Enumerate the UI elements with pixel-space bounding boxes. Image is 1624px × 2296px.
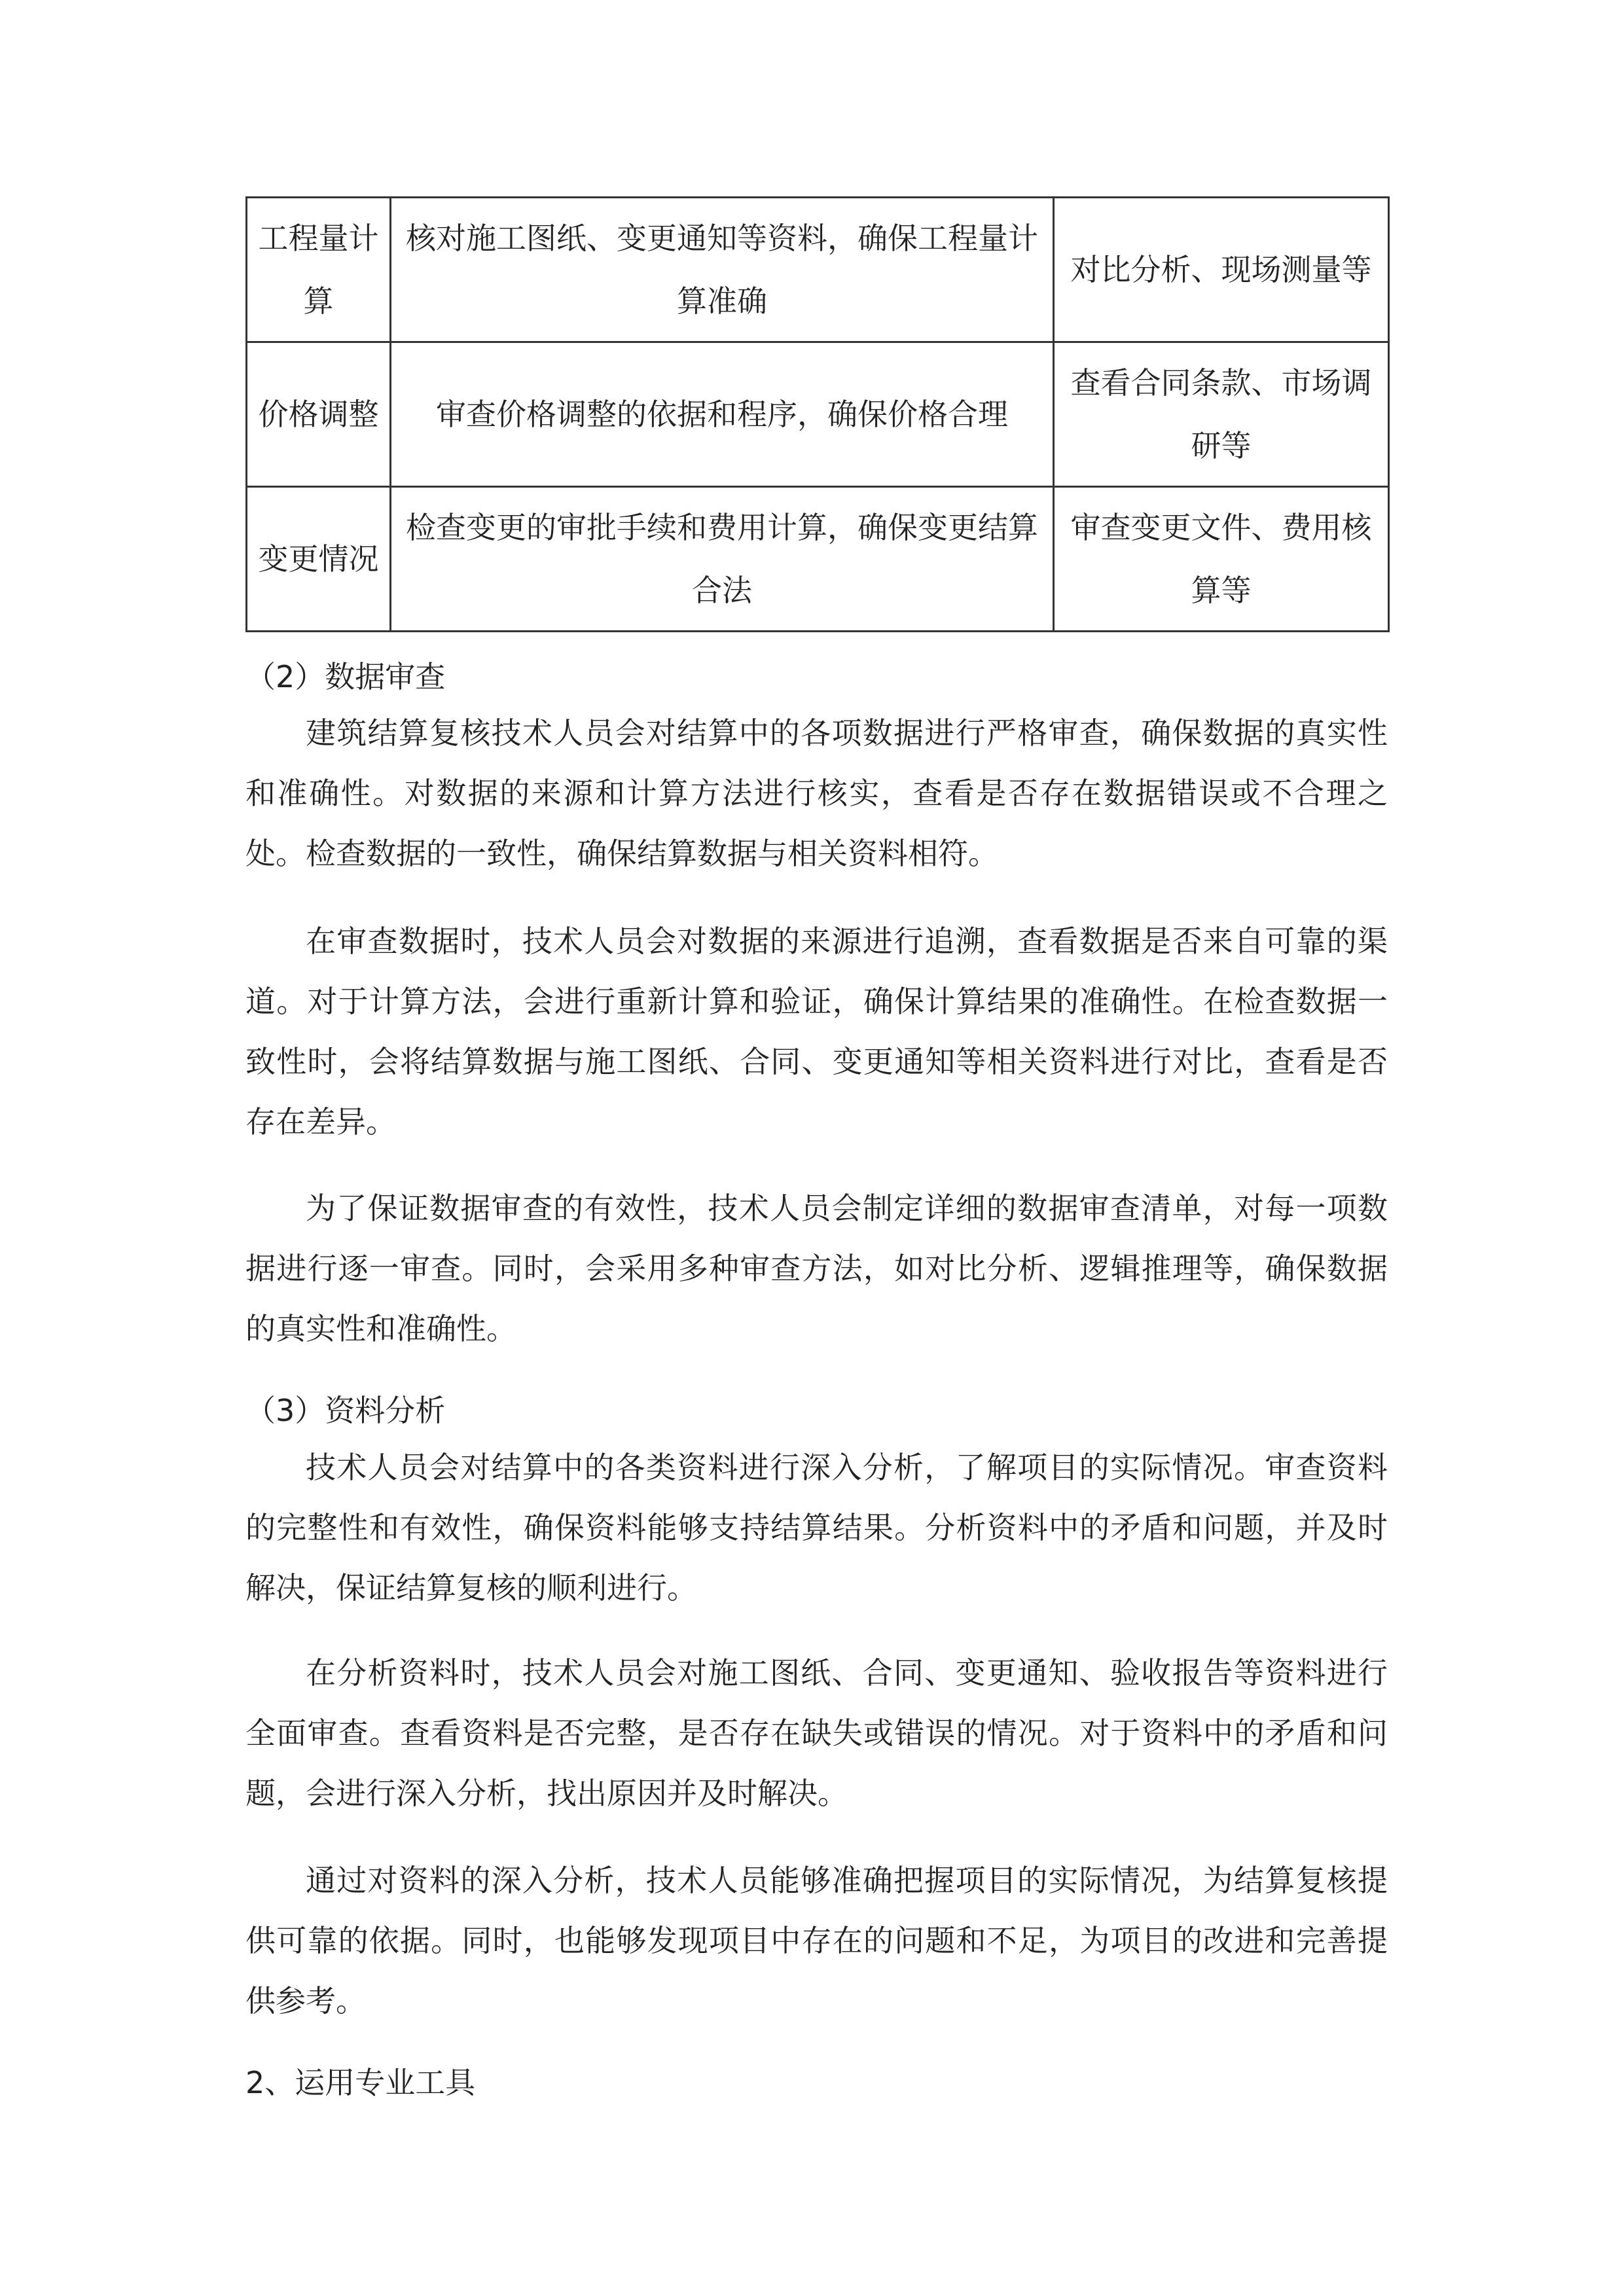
table-cell-method: 对比分析、现场测量等 [1054, 198, 1389, 342]
table-cell-method: 审查变更文件、费用核算等 [1054, 487, 1389, 632]
section-heading-data-review: （2）数据审查 [245, 659, 446, 694]
table-cell-item: 变更情况 [247, 487, 391, 632]
paragraph: 技术人员会对结算中的各类资料进行深入分析，了解项目的实际情况。审查资料的完整性和有效性，确保资料能够支持结算结果。分析资料中的矛盾和问题，并及时解决，保证结算复核的顺利进行。 [245, 1450, 1388, 1605]
paragraph: 通过对资料的深入分析，技术人员能够准确把握项目的实际情况，为结算复核提供可靠的依据。同时，也能够发现项目中存在的问题和不足，为项目的改进和完善提供参考。 [245, 1863, 1388, 2018]
section-heading-document-analysis: （3）资料分析 [245, 1393, 446, 1428]
table-cell-content: 核对施工图纸、变更通知等资料，确保工程量计算准确 [391, 198, 1054, 342]
paragraph: 建筑结算复核技术人员会对结算中的各项数据进行严格审查，确保数据的真实性和准确性。对数据的来源和计算方法进行核实，查看是否存在数据错误或不合理之处。检查数据的一致性，确保结算数据与相关资料相符。 [245, 715, 1388, 871]
paragraph: 在审查数据时，技术人员会对数据的来源进行追溯，查看数据是否来自可靠的渠道。对于计算方法，会进行重新计算和验证，确保计算结果的准确性。在检查数据一致性时，会将结算数据与施工图纸、合同、变更通知等相关资料进行对比，查看是否存在差异。 [245, 924, 1388, 1139]
table-cell-method: 查看合同条款、市场调研等 [1054, 342, 1389, 487]
review-items-table [245, 196, 1390, 632]
table-cell-item: 工程量计算 [247, 198, 391, 342]
table-row [247, 342, 1389, 487]
table-cell-content: 审查价格调整的依据和程序，确保价格合理 [391, 342, 1054, 487]
table-cell-content: 检查变更的审批手续和费用计算，确保变更结算合法 [391, 487, 1054, 632]
table-row [247, 487, 1389, 632]
section-heading-professional-tools: 2、运用专业工具 [245, 2065, 476, 2100]
table-cell-item: 价格调整 [247, 342, 391, 487]
paragraph: 在分析资料时，技术人员会对施工图纸、合同、变更通知、验收报告等资料进行全面审查。查看资料是否完整，是否存在缺失或错误的情况。对于资料中的矛盾和问题，会进行深入分析，找出原因并及时解决。 [245, 1655, 1388, 1811]
paragraph: 为了保证数据审查的有效性，技术人员会制定详细的数据审查清单，对每一项数据进行逐一审查。同时，会采用多种审查方法，如对比分析、逻辑推理等，确保数据的真实性和准确性。 [245, 1191, 1388, 1346]
table-row [247, 198, 1389, 342]
